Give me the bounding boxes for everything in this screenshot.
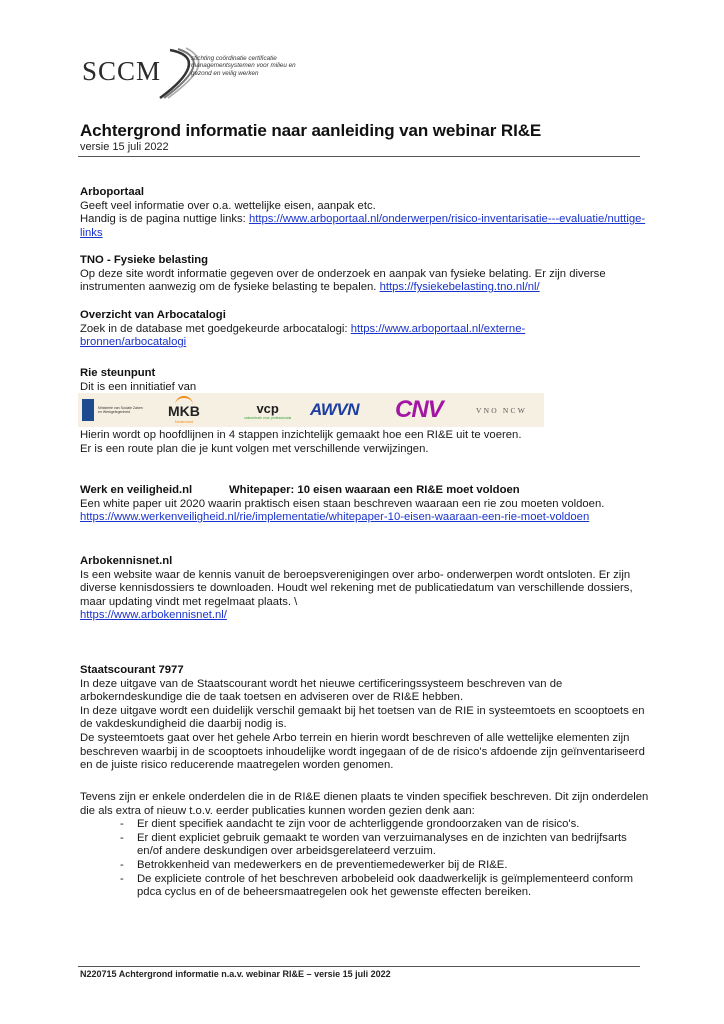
section-text: Er is een route plan die je kunt volgen met verschillende verwijzingen. <box>80 442 429 455</box>
mkb-name: MKB <box>168 403 200 419</box>
page-title: Achtergrond informatie naar aanleiding van webinar RI&E <box>80 121 542 140</box>
logo-tagline-line: stichting coördinatie certificatie <box>191 55 277 62</box>
vno-ncw-logo: VNO NCW <box>476 405 528 415</box>
logo-tagline-line: managementsystemen voor milieu en <box>191 62 296 70</box>
list-item <box>80 859 650 873</box>
vcp-name: vcp <box>256 400 279 416</box>
section-heading: Staatscourant 7977 <box>80 664 184 676</box>
section-text: In deze uitgave van de Staatscourant wordt het nieuwe certificeringssysteem beschreven van de arbokerndeskundige die de taak toetsen en adviseren over de RI&E hebben. <box>80 677 563 704</box>
section-text-body: Zoek in de database met goedgekeurde arbocatalogi: <box>80 322 351 335</box>
section-text <box>80 213 650 240</box>
arbocatalogi-link[interactable]: https://www.arboportaal.nl/externe-bronnen/arbocatalogi <box>80 322 526 349</box>
list-item-text: De expliciete controle of het beschreven arbobeleid ook daadwerkelijk is geïmplementeerd conform pdca cyclus en of de beheersmaatregelen ook het gewenste effecten bereiken. <box>137 872 634 899</box>
section-rie-steunpunt-description <box>80 429 650 456</box>
partner-logo-strip <box>78 393 544 427</box>
bullet-dash: - <box>120 831 124 844</box>
list-item-text: Betrokkenheid van medewerkers en de preventiemedewerker bij de RI&E. <box>137 858 508 871</box>
section-tno <box>80 254 650 295</box>
awvn-logo: AWVN <box>310 400 359 419</box>
section-arbocatalogi <box>80 309 650 350</box>
section-text: De systeemtoets gaat over het gehele Arbo terrein en hierin wordt beschreven of alle wettelijke elementen zijn beschreven waarbij in de scooptoets inhoudelijke wordt ingegaan of de de risico's afdoende zijn geïnventariseerd en de juiste risico reducerende maatregelen worden genomen. <box>80 731 645 772</box>
bullet-dash: - <box>120 818 124 831</box>
arbokennisnet-link[interactable]: https://www.arbokennisnet.nl/ <box>80 609 227 622</box>
list-item <box>80 832 650 859</box>
section-tevens <box>80 791 650 900</box>
logo-tagline-line: gezond en veilig werken <box>191 69 259 77</box>
bullet-dash: - <box>120 872 124 885</box>
logo-wordmark: SCCM <box>82 56 162 86</box>
list-item <box>80 818 650 832</box>
section-text: In deze uitgave wordt een duidelijk verschil gemaakt bij het toetsen van de RIE in systeemtoets en scooptoets en de vakdeskundigheid die daarbij nodig is. <box>80 704 645 731</box>
section-text <box>80 268 650 295</box>
version-label: versie 15 juli 2022 <box>80 141 169 153</box>
mkb-logo <box>168 393 200 427</box>
section-text: Tevens zijn er enkele onderdelen die in de RI&E dienen plaats te vinden specifiek beschreven. Dit zijn onderdelen die als extra of nieuw t.o.v. eerder publicaties kunnen worden gezien denk aan: <box>80 791 649 817</box>
cnv-logo: CNV <box>395 396 443 423</box>
mkb-subtitle: Nederland <box>174 419 194 424</box>
rijksoverheid-name: Ministerie van Sociale Zaken en Werkgelegenheid <box>98 406 143 414</box>
section-arbokennisnet <box>80 555 650 623</box>
section-text <box>80 609 650 623</box>
list-item <box>80 873 650 900</box>
section-heading <box>80 484 650 498</box>
section-heading: Arbokennisnet.nl <box>80 555 173 567</box>
section-text-body: Een white paper uit 2020 waarin praktisch eisen staan beschreven waaraan een rie zou moeten voldoen. <box>80 497 605 510</box>
section-text: Geeft veel informatie over o.a. wettelijke eisen, aanpak etc. <box>80 199 376 212</box>
tno-link[interactable]: https://fysiekebelasting.tno.nl/nl/ <box>379 281 540 294</box>
arboportaal-link[interactable]: https://www.arboportaal.nl/onderwerpen/risico-inventarisatie---evaluatie/nuttige-links <box>80 213 646 239</box>
logo-tagline <box>191 55 311 77</box>
section-heading-right: Whitepaper: 10 eisen waaraan een RI&E moet voldoen <box>229 484 520 496</box>
section-rie-steunpunt <box>80 367 650 394</box>
page-footer: N220715 Achtergrond informatie n.a.v. webinar RI&E – versie 15 juli 2022 <box>80 969 391 979</box>
section-text: Dit is een innitiatief van <box>80 380 197 393</box>
list-item-text: Er dient specifiek aandacht te zijn voor de achterliggende grondoorzaken van de risico's. <box>137 818 580 831</box>
section-heading: TNO - Fysieke belasting <box>80 254 209 266</box>
section-heading-left: Werk en veiligheid.nl <box>80 484 193 496</box>
section-heading: Overzicht van Arbocatalogi <box>80 309 226 321</box>
vcp-subtitle: vakcentrale voor professionals <box>244 415 292 420</box>
section-text: Hierin wordt op hoofdlijnen in 4 stappen inzichtelijk gemaakt hoe een RI&E uit te voeren. <box>80 429 522 441</box>
list-item-text: Er dient expliciet gebruik gemaakt te worden van verzuimanalyses en de inzichten van bedrijfsarts en/of andere deskundigen over arbeidsgerelateerd verzuim. <box>137 831 627 858</box>
vcp-logo <box>244 393 291 427</box>
footer-divider <box>78 966 640 967</box>
section-heading: Rie steunpunt <box>80 367 156 379</box>
section-text <box>80 498 650 525</box>
section-heading: Arboportaal <box>80 186 145 198</box>
rijksoverheid-emblem-icon <box>82 399 94 421</box>
bullet-dash: - <box>120 858 124 871</box>
section-staatscourant <box>80 664 650 773</box>
section-text-prefix: Handig is de pagina nuttige links: <box>80 213 249 226</box>
section-arboportaal <box>80 186 650 240</box>
rijksoverheid-logo <box>82 393 146 427</box>
title-divider <box>78 156 640 157</box>
sccm-logo <box>78 44 338 100</box>
section-text-body: Op deze site wordt informatie gegeven over de onderzoek en aanpak van fysieke belating. Er zijn diverse instrumenten aanwezig om de fysieke belasting te bepalen. <box>80 267 606 294</box>
section-text <box>80 323 580 350</box>
bullet-list <box>80 818 650 900</box>
section-werk-en-veiligheid <box>80 484 650 525</box>
section-text: Is een website waar de kennis vanuit de beroepsverenigingen over arbo- onderwerpen wordt ontsloten. Er zijn diverse kennisdossiers te downloaden. Houdt wel rekening met de publicatiedatum van verschillende dossiers, maar updating vindt met regelmaat plaats. \ <box>80 568 633 608</box>
werkenveiligheid-link[interactable]: https://www.werkenveiligheid.nl/rie/implementatie/whitepaper-10-eisen-waaraan-een-rie-moet-voldoen <box>80 511 590 524</box>
